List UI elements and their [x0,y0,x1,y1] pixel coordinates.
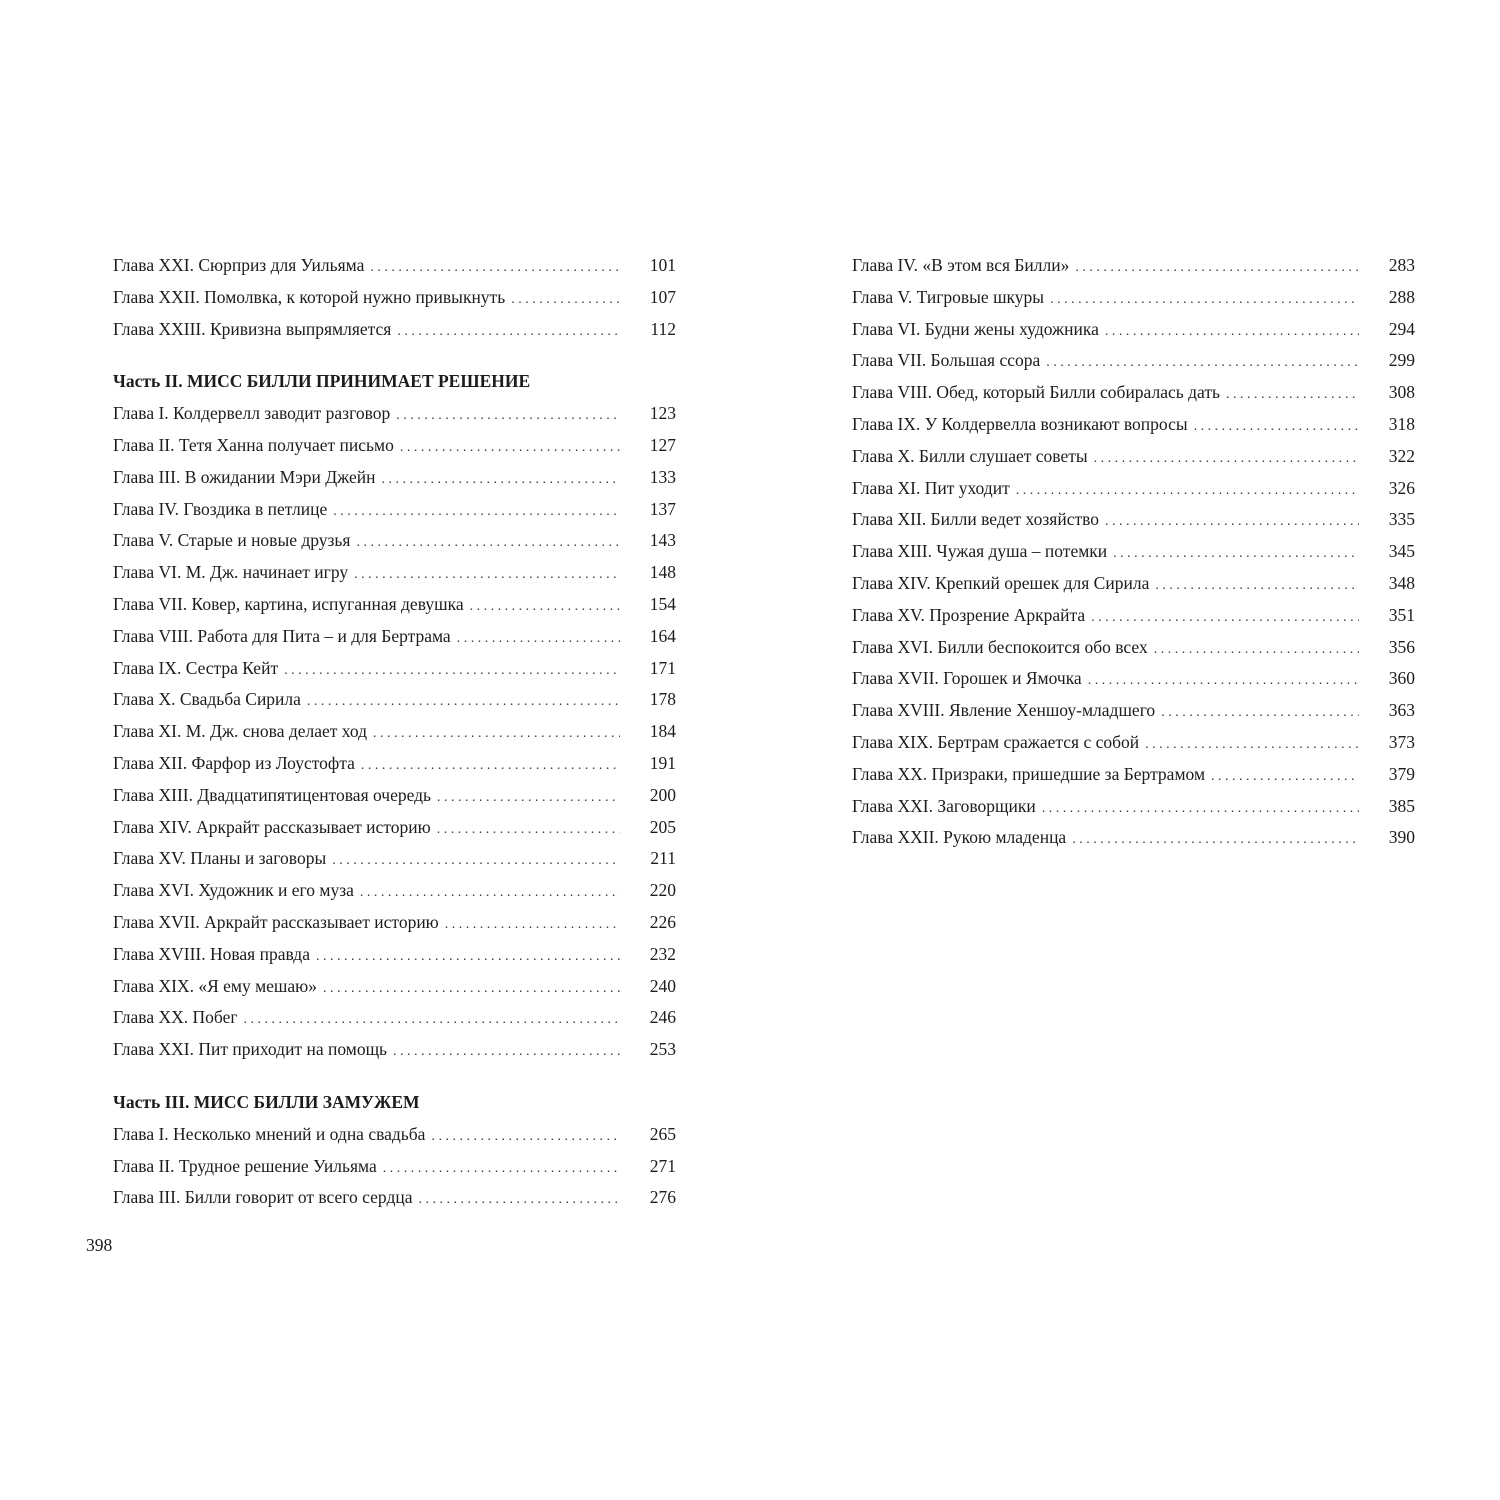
chapter-page-number: 107 [649,286,676,307]
dot-leader [356,527,620,559]
chapter-title: Глава V. Тигровые шкуры [852,286,1045,307]
dot-leader [1145,729,1359,761]
chapter-title: Глава II. Тетя Ханна получает письмо [113,434,394,455]
chapter-title: Глава IX. Сестра Кейт [113,657,279,678]
chapter-title: Глава XXI. Заговорщики [852,795,1036,816]
dot-leader [1094,443,1359,475]
dot-leader [1091,602,1359,634]
chapter-title: Глава XXII. Рукою младенца [852,827,1067,848]
dot-leader [332,845,620,877]
chapter-title: Глава III. Билли говорит от всего сердца [113,1187,413,1208]
chapter-title: Глава XIX. Бертрам сражается с собой [852,731,1140,752]
chapter-page-number: 211 [650,848,676,869]
chapter-page-number: 348 [1388,572,1415,593]
dot-leader [400,432,620,464]
dot-leader [1161,697,1359,729]
dot-leader [1050,284,1359,316]
chapter-title: Глава XIII. Двадцатипятицентовая очередь [113,784,432,805]
dot-leader [361,750,620,782]
dot-leader [396,400,620,432]
toc-list-part-3 [113,1119,676,1214]
dot-leader [360,877,620,909]
dot-leader [1155,570,1359,602]
toc-entry [852,377,1415,409]
toc-entry [113,398,676,430]
toc-entry [852,727,1415,759]
chapter-page-number: 351 [1388,604,1415,625]
dot-leader [437,814,620,846]
chapter-page-number: 390 [1388,827,1415,848]
toc-entry [113,494,676,526]
toc-list-top [113,250,676,345]
dot-leader [1211,761,1359,793]
toc-entry [852,473,1415,505]
toc-entry [113,843,676,875]
chapter-title: Глава VII. Ковер, картина, испуганная девушка [113,593,464,614]
toc-entry [852,314,1415,346]
dot-leader [445,909,620,941]
chapter-title: Глава XX. Побег [113,1007,238,1028]
chapter-title: Глава I. Несколько мнений и одна свадьба [113,1123,426,1144]
toc-entry [113,1002,676,1034]
toc-entry [113,557,676,589]
chapter-title: Глава XXIII. Кривизна выпрямляется [113,318,392,339]
chapter-title: Глава XVI. Билли беспокоится обо всех [852,636,1148,657]
chapter-page-number: 205 [649,816,676,837]
chapter-page-number: 299 [1388,350,1415,371]
toc-entry [113,430,676,462]
chapter-page-number: 265 [649,1123,676,1144]
chapter-title: Глава XI. М. Дж. снова делает ход [113,721,368,742]
dot-leader [244,1004,620,1036]
toc-left-column [113,250,676,1214]
chapter-title: Глава XIX. «Я ему мешаю» [113,975,318,996]
chapter-title: Глава XVIII. Новая правда [113,943,310,964]
dot-leader [431,1121,620,1153]
dot-leader [1194,411,1359,443]
dot-leader [1075,252,1359,284]
chapter-page-number: 137 [649,498,676,519]
chapter-page-number: 164 [649,625,676,646]
chapter-title: Глава XXI. Сюрприз для Уильяма [113,255,365,275]
chapter-page-number: 123 [649,403,676,424]
dot-leader [333,496,620,528]
dot-leader [1016,475,1359,507]
chapter-page-number: 200 [649,784,676,805]
toc-entry [113,250,676,282]
toc-entry [113,589,676,621]
dot-leader [457,623,620,655]
toc-entry [113,780,676,812]
toc-entry [852,600,1415,632]
toc-entry [852,759,1415,791]
toc-entry [113,684,676,716]
dot-leader [383,1153,620,1185]
chapter-page-number: 178 [649,689,676,710]
chapter-page-number: 112 [650,318,676,339]
chapter-page-number: 360 [1388,668,1415,689]
chapter-page-number: 322 [1388,445,1415,466]
toc-entry [852,409,1415,441]
dot-leader [393,1036,620,1068]
toc-entry [113,812,676,844]
chapter-title: Глава XVII. Аркрайт рассказывает историю [113,911,439,932]
dot-leader [437,782,620,814]
chapter-page-number: 335 [1388,509,1415,530]
chapter-page-number: 143 [649,530,676,551]
dot-leader [354,559,620,591]
chapter-title: Глава XXI. Пит приходит на помощь [113,1039,388,1060]
dot-leader [1105,316,1359,348]
dot-leader [307,686,620,718]
chapter-title: Глава VIII. Обед, который Билли собиралась дать [852,382,1220,403]
chapter-title: Глава XVIII. Явление Хеншоу-младшего [852,700,1156,721]
chapter-title: Глава XV. Прозрение Аркрайта [852,604,1086,625]
chapter-page-number: 133 [649,466,676,487]
toc-entry [113,314,676,346]
toc-entry [113,716,676,748]
toc-entry [113,1151,676,1183]
chapter-title: Глава V. Старые и новые друзья [113,530,351,551]
toc-entry [852,791,1415,823]
chapter-page-number: 373 [1388,731,1415,752]
chapter-title: Глава XIV. Крепкий орешек для Сирила [852,572,1150,593]
toc-entry [113,525,676,557]
toc-entry [113,907,676,939]
chapter-title: Глава VII. Большая ссора [852,350,1041,371]
toc-entry [852,441,1415,473]
dot-leader [316,941,620,973]
dot-leader [373,718,620,750]
chapter-title: Глава XIII. Чужая душа – потемки [852,541,1108,562]
dot-leader [418,1184,620,1216]
toc-entry [113,971,676,1003]
chapter-page-number: 240 [649,975,676,996]
chapter-title: Глава VIII. Работа для Пита – и для Бертрама [113,625,451,646]
chapter-title: Глава XII. Фарфор из Лоустофта [113,752,355,773]
chapter-page-number: 356 [1388,636,1415,657]
chapter-page-number: 271 [649,1155,676,1176]
chapter-page-number: 308 [1388,382,1415,403]
chapter-page-number: 148 [649,562,676,583]
dot-leader [382,464,620,496]
chapter-page-number: 283 [1388,255,1415,275]
toc-entry [113,748,676,780]
dot-leader [1046,347,1359,379]
chapter-page-number: 276 [649,1187,676,1208]
toc-list-part-2 [113,398,676,1066]
chapter-title: Глава XI. Пит уходит [852,477,1010,498]
chapter-title: Глава X. Билли слушает советы [852,445,1088,466]
dot-leader [397,316,620,348]
toc-entry [113,621,676,653]
dot-leader [1042,793,1359,825]
chapter-page-number: 253 [649,1039,676,1060]
dot-leader [470,591,620,623]
chapter-title: Глава XIV. Аркрайт рассказывает историю [113,816,431,837]
part-3-heading: Часть III. МИСС БИЛЛИ ЗАМУЖЕМ [113,1091,420,1112]
chapter-page-number: 232 [649,943,676,964]
toc-entry [113,939,676,971]
toc-entry [852,695,1415,727]
chapter-title: Глава XVI. Художник и его муза [113,880,354,901]
toc-list-right [852,250,1415,854]
chapter-title: Глава XII. Билли ведет хозяйство [852,509,1099,530]
dot-leader [1113,538,1359,570]
chapter-page-number: 220 [649,880,676,901]
chapter-page-number: 288 [1388,286,1415,307]
toc-entry [113,462,676,494]
chapter-title: Глава XXII. Помолвка, к которой нужно привыкнуть [113,286,506,307]
chapter-page-number: 226 [649,911,676,932]
chapter-page-number: 171 [649,657,676,678]
chapter-title: Глава X. Свадьба Сирила [113,689,301,710]
chapter-title: Глава IV. «В этом вся Билли» [852,255,1070,275]
chapter-title: Глава II. Трудное решение Уильяма [113,1155,377,1176]
chapter-page-number: 326 [1388,477,1415,498]
dot-leader [284,655,620,687]
toc-right-column [852,250,1415,854]
toc-entry [852,663,1415,695]
toc-entry [852,282,1415,314]
chapter-page-number: 363 [1388,700,1415,721]
toc-entry [852,504,1415,536]
dot-leader [1105,506,1359,538]
toc-entry [852,568,1415,600]
chapter-title: Глава IV. Гвоздика в петлице [113,498,328,519]
chapter-page-number: 246 [649,1007,676,1028]
chapter-title: Глава III. В ожидании Мэри Джейн [113,466,376,487]
chapter-page-number: 385 [1388,795,1415,816]
toc-entry [113,282,676,314]
chapter-title: Глава XV. Планы и заговоры [113,848,327,869]
part-2-heading: Часть II. МИСС БИЛЛИ ПРИНИМАЕТ РЕШЕНИЕ [113,371,531,392]
dot-leader [511,284,620,316]
chapter-page-number: 127 [649,434,676,455]
toc-entry [852,632,1415,664]
chapter-page-number: 101 [649,255,676,275]
page-number: 398 [86,1235,113,1255]
toc-entry [113,1034,676,1066]
chapter-title: Глава IX. У Колдервелла возникают вопросы [852,413,1188,434]
chapter-page-number: 379 [1388,763,1415,784]
toc-entry [852,345,1415,377]
chapter-page-number: 345 [1388,541,1415,562]
toc-entry [852,250,1415,282]
toc-entry [852,822,1415,854]
chapter-title: Глава XVII. Горошек и Ямочка [852,668,1082,689]
chapter-title: Глава XX. Призраки, пришедшие за Бертрамом [852,763,1206,784]
chapter-title: Глава VI. М. Дж. начинает игру [113,562,349,583]
dot-leader [323,973,620,1005]
chapter-title: Глава VI. Будни жены художника [852,318,1099,339]
chapter-title: Глава I. Колдервелл заводит разговор [113,403,391,424]
dot-leader [1088,665,1359,697]
dot-leader [1154,634,1359,666]
chapter-page-number: 318 [1388,413,1415,434]
dot-leader [1226,379,1359,411]
toc-entry [113,1119,676,1151]
dot-leader [370,252,620,284]
toc-entry [113,1182,676,1214]
chapter-page-number: 294 [1388,318,1415,339]
toc-entry [852,536,1415,568]
chapter-page-number: 154 [649,593,676,614]
chapter-page-number: 184 [649,721,676,742]
toc-entry [113,875,676,907]
chapter-page-number: 191 [649,752,676,773]
dot-leader [1072,824,1359,856]
toc-entry [113,653,676,685]
